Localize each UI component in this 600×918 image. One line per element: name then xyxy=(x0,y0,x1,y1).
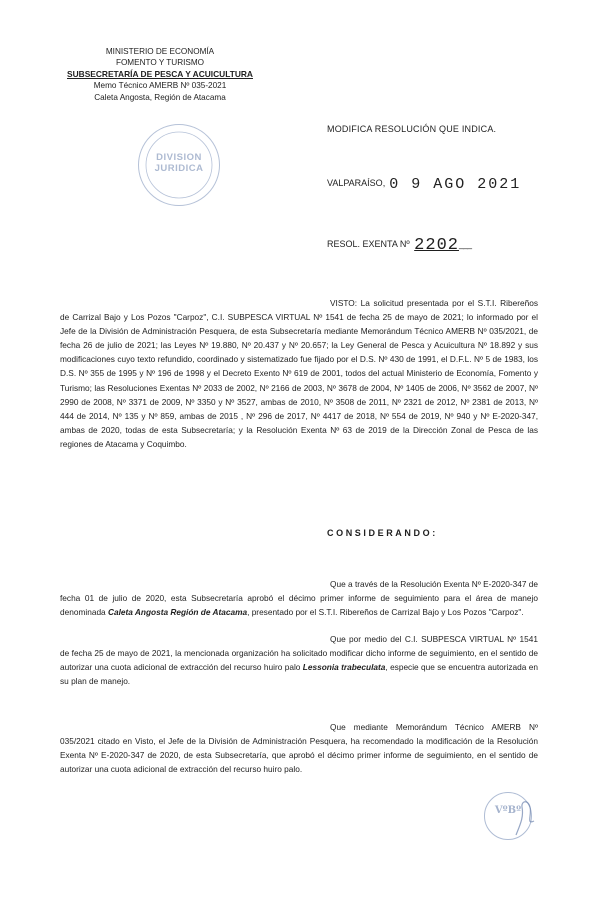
stamp-label xyxy=(139,152,219,174)
stamp-top-text: DIVISION xyxy=(156,152,202,163)
stamp-bottom-text: JURIDICA xyxy=(154,163,204,174)
letterhead xyxy=(60,46,260,103)
date-label: VALPARAÍSO, xyxy=(327,178,386,188)
memo-reference: Memo Técnico AMERB Nº 035-2021 xyxy=(93,81,227,91)
date-line xyxy=(327,176,521,193)
resolution-line xyxy=(327,236,471,255)
location-reference: Caleta Angosta, Región de Atacama xyxy=(94,92,226,102)
considerando-paragraph-2 xyxy=(60,632,538,688)
visto-lead: VISTO: xyxy=(330,298,358,308)
p2-species-name: Lessonia trabeculata xyxy=(302,662,386,673)
resolution-label: RESOL. EXENTA Nº xyxy=(327,239,410,249)
document-title: MODIFICA RESOLUCIÓN QUE INDICA. xyxy=(327,124,497,134)
visto-text: La solicitud presentada por el S.T.I. Ribereños de Carrizal Bajo y Los Pozos "Carpoz", C.I. SUBPESCA VIRTUAL Nº 1541 de fecha 25 de mayo de 2021; lo informado por el Jefe de la División de Administración Pesquera, de esta Subsecretaría mediante Memorándum Técnico AMERB Nº 035/2021, de fecha 26 de julio de 2021; las Leyes Nº 19.880, Nº 20.437 y Nº 20.657; la Ley General de Pesca y Acuicultura Nº 18.892 y sus modificaciones cuyo texto refundido, coordinado y sistematizado fue fijado por el D.S. Nº 430 de 1991, el D.F.L. Nº 5 de 1983, los D.S. Nº 355 de 1995 y Nº 196 de 1998 y el Decreto Exento Nº 619 de 2001, todos del actual Ministerio de Economía, Fomento y Turismo; las Resoluciones Exentas Nº 2033 de 2002, Nº 2166 de 2003, Nº 3678 de 2004, Nº 1405 de 2006, Nº 3562 de 2007, Nº 2990 de 2008, Nº 3371 de 2009, Nº 3350 y Nº 3527, ambas de 2010, Nº 3508 de 2011, Nº 2321 de 2012, Nº 2381 de 2013, Nº 444 de 2014, Nº 135 y Nº 859, ambas de 2015 , Nº 296 de 2017, Nº 4417 de 2018, Nº 554 de 2019, Nº 940 y Nº E-2020-347, ambas de 2020, todas de esta Subsecretaría; y la Resolución Exenta Nº 63 de 2019 de la Dirección Zonal de Pesca de las regiones de Atacama y Coquimbo. xyxy=(60,298,538,449)
division-juridica-stamp xyxy=(138,124,220,206)
considerando-paragraph-1 xyxy=(60,577,538,619)
visto-paragraph xyxy=(60,296,538,451)
vobo-text: VºBº xyxy=(494,805,522,816)
p2-text-b: , especie que se encuentra autorizada en su plan de manejo. xyxy=(60,662,538,687)
p1-text-a: Que a través de la Resolución Exenta Nº E-2020-347 de fecha 01 de julio de 2020, esta Subsecretaría aprobó el décimo primer informe de seguimiento para el área de manejo denominada xyxy=(60,579,538,618)
ministry-name: MINISTERIO DE ECONOMÍA xyxy=(105,47,215,56)
resolution-number: 2202 xyxy=(414,236,459,255)
date-value: 0 9 AGO 2021 xyxy=(389,176,522,193)
considerando-paragraph-3: Que mediante Memorándum Técnico AMERB Nº 035/2021 citado en Visto, el Jefe de la División de Administración Pesquera, ha recomendado la modificación de la Resolución Exenta Nº E-2020-347 de 2020, de esta Subsecretaría, que aprobó el décimo primer informe de seguimiento, en el sentido de autorizar una cuota adicional de extracción del recurso huiro palo. xyxy=(60,722,538,775)
p1-area-name: Caleta Angosta Región de Atacama xyxy=(107,607,248,618)
ministry-sub: FOMENTO Y TURISMO xyxy=(115,58,205,68)
p1-text-b: , presentado por el S.T.I. Ribereños de Carrizal Bajo y Los Pozos "Carpoz". xyxy=(247,607,524,618)
p2-text-a: Que por medio del C.I. SUBPESCA VIRTUAL Nº 1541 de fecha 25 de mayo de 2021, la mencionada organización ha solicitado modificar dicho informe de seguimiento, en el sentido de autorizar una cuota adicional de extracción del recurso huiro palo xyxy=(60,634,538,673)
signature-icon xyxy=(512,795,542,839)
considerando-heading: CONSIDERANDO: xyxy=(327,528,438,538)
subsecretaria-name: SUBSECRETARÍA DE PESCA Y ACUICULTURA xyxy=(67,68,253,79)
resolution-tail: ___ xyxy=(458,239,472,249)
